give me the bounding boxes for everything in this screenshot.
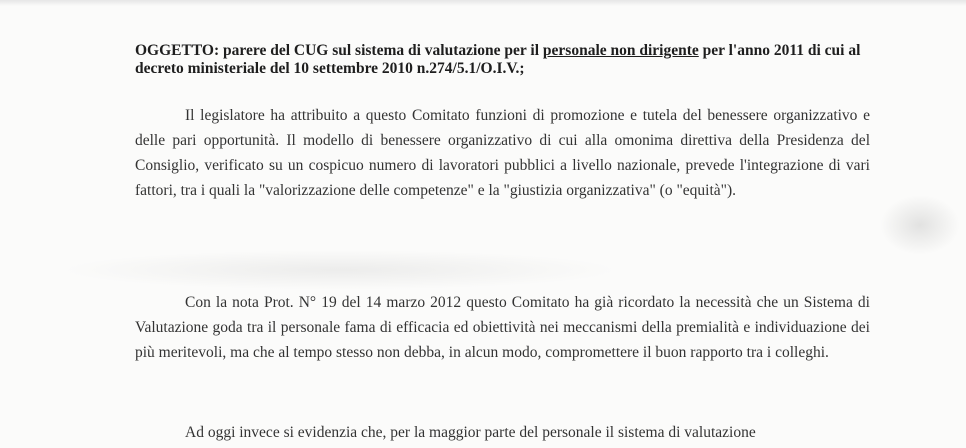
subject-text-after: per l'anno 2011 di cui al decreto ministeriale del 10 settembre 2010 n.274/5.1/O.I.V.; — [135, 42, 861, 77]
paragraph-2-text: Con la nota Prot. N° 19 del 14 marzo 2012 questo Comitato ha già ricordato la necessità che un Sistema di Valutazione goda tra il personale fama di efficacia ed obiettività nei meccanismi della premialità e individuazione dei più meritevoli, ma che al tempo stesso non debba, in alcun modo, compromettere il buon rapporto tra i colleghi. — [135, 294, 870, 361]
paragraph-3-text: Ad oggi invece si evidenzia che, per la maggior parte del personale il sistema di valutazione — [185, 424, 756, 441]
paragraph-2 — [135, 290, 870, 365]
subject-label: OGGETTO: — [135, 42, 220, 59]
subject-underlined-text: personale non dirigente — [542, 42, 699, 59]
document-subject — [135, 42, 895, 78]
paragraph-1-text: Il legislatore ha attribuito a questo Comitato funzioni di promozione e tutela del benessere organizzativo e delle pari opportunità. Il modello di benessere organizzativo di cui alla omonima direttiva della Presidenza del Consiglio, verificato su un cospicuo numero di lavoratori pubblici a livello nazionale, prevede l'integrazione di vari fattori, tra i quali la "valorizzazione delle competenze" e la "giustizia organizzativa" (o "equità"). — [135, 107, 870, 199]
scan-smudge-right — [880, 195, 960, 255]
scan-edge-shadow — [0, 0, 966, 6]
paragraph-1 — [135, 103, 870, 203]
subject-text-before: parere del CUG sul sistema di valutazione per il — [223, 42, 540, 59]
scan-smudge — [60, 250, 620, 290]
paragraph-3 — [135, 420, 870, 445]
